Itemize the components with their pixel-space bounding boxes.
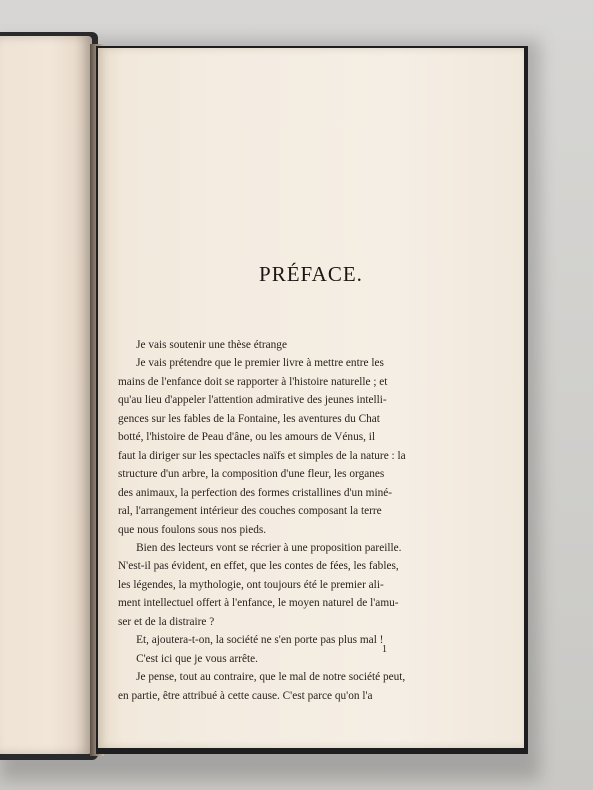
text-line: Je pense, tout au contraire, que le mal de notre société peut, (136, 671, 406, 684)
text-line: les légendes, la mythologie, ont toujours été le premier ali- (118, 578, 384, 591)
page-number: 1 (382, 644, 387, 655)
text-line: mains de l'enfance doit se rapporter à l'histoire naturelle ; et (118, 375, 388, 388)
text-line: Bien des lecteurs vont se récrier à une proposition pareille. (136, 541, 402, 554)
paragraph (118, 650, 520, 668)
text-line: en partie, être attribué à cette cause. C'est parce qu'on l'a (118, 689, 373, 702)
paragraph (118, 668, 520, 705)
page-title: PRÉFACE. (259, 262, 363, 286)
text-line: structure d'un arbre, la composition d'une fleur, les organes (118, 468, 385, 481)
text-line: qu'au lieu d'appeler l'attention admirative des jeunes intelli- (118, 394, 387, 407)
text-line: Je vais soutenir une thèse étrange (136, 339, 287, 351)
text-line: Je vais prétendre que le premier livre à mettre entre les (136, 357, 384, 370)
right-page (98, 48, 524, 748)
left-page (0, 36, 92, 754)
text-line: des animaux, la perfection des formes cristallines d'un miné- (118, 486, 393, 499)
text-line: ral, l'arrangement intérieur des couches composant la terre (118, 505, 382, 518)
paragraph (118, 539, 520, 631)
text-line: botté, l'histoire de Peau d'âne, ou les amours de Vénus, il (118, 431, 376, 444)
text-line: que nous foulons sous nos pieds. (118, 523, 267, 536)
text-line: Et, ajoutera-t-on, la société ne s'en porte pas plus mal ! (136, 634, 384, 647)
paragraph (118, 336, 520, 354)
text-line: C'est ici que je vous arrête. (136, 652, 258, 665)
text-line: N'est-il pas évident, en effet, que les contes de fées, les fables, (118, 560, 399, 573)
text-line: ser et de la distraire ? (118, 615, 215, 628)
body-text (118, 336, 520, 705)
text-line: gences sur les fables de la Fontaine, les aventures du Chat (118, 412, 380, 425)
paragraph (118, 631, 520, 649)
text-line: ment intellectuel offert à l'enfance, le moyen naturel de l'amu- (118, 597, 399, 610)
paragraph (118, 354, 520, 539)
text-line: faut la diriger sur les spectacles naïfs et simples de la nature : la (118, 449, 406, 462)
